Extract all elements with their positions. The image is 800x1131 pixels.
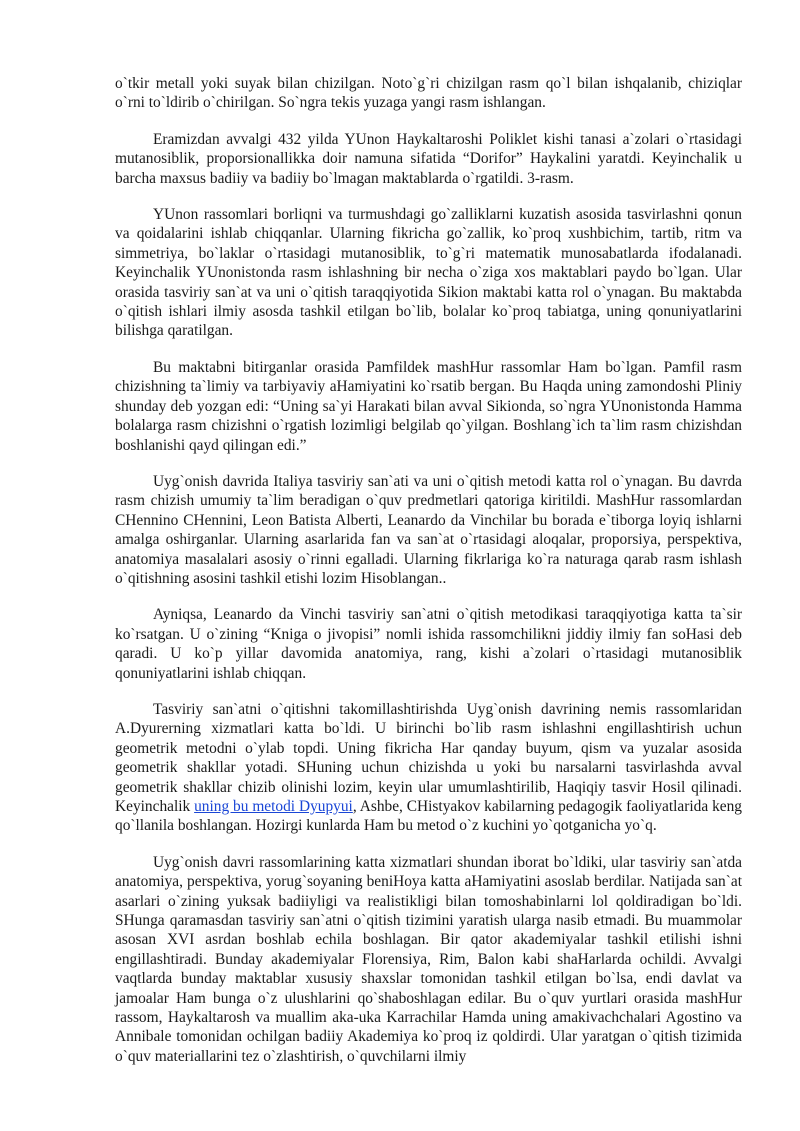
paragraph-greek-artists: YUnon rassomlari borliqni va turmushdagi go`zalliklarni kuzatish asosida tasvirlashni qonun va qoidalarini ishlab chiqqanlar. Ularning fikricha go`zallik, ko`proq xushbichim, tartib, ritm va simmetriya, bo`laklar o`rtasidagi mutanosiblik, to`g`ri matematik munosabatlarda ifodalanadi. Keyinchalik YUnonistonda rasm ishlashning bir necha o`ziga xos maktablari paydo bo`lgan. Ular orasida tasviriy san`at va uni o`qitish taraqqiyotida Sikion maktabi katta rol o`ynagan. Bu maktabda o`qitish ishlari ilmiy asosda tashkil etilgan bo`lib, bolalar ko`proq tabiatga, uning qonuniyatlarini bilishga qaratilgan. [115, 206, 742, 340]
paragraph-pamfil: Bu maktabni bitirganlar orasida Pamfildek mashHur rassomlar Ham bo`lgan. Pamfil rasm chizishning ta`limiy va tarbiyaviy aHamiyatini ko`rsatib bergan. Bu Haqda uning zamondoshi Pliniy shunday deb yozgan edi: “Uning sa`yi Harakati bilan avval Sikionda, so`ngra YUnonistonda Hamma bolalarga rasm chizishni o`rgatish lozimligi belgilab qo`yilgan. Boshlang`ich ta`lim rasm chizishdan boshlanishi qayd qilingan edi.” [115, 358, 742, 454]
paragraph-poliklet: Eramizdan avvalgi 432 yilda YUnon Haykaltaroshi Poliklet kishi tanasi a`zolari o`rtasidagi mutanosiblik, proporsionallikka doir namuna sifatida “Dorifor” Haykalini yaratdi. Keyinchalik u barcha maxsus badiiy va badiiy bo`lmagan maktablarda o`rgatildi. 3-rasm. [115, 130, 742, 187]
paragraph-leonardo: Ayniqsa, Leanardo da Vinchi tasviriy san`atni o`qitish metodikasi taraqqiyotiga katta ta`sir ko`rsatgan. U o`zining “Kniga o jivopisi” nomli ishida rassomchilikni jiddiy ilmiy fan soHasi deb qaradi. U ko`p yillar davomida anatomiya, rang, kishi a`zolari o`rtasidagi mutanosiblik qonuniyatlarini ishlab chiqqan. [115, 606, 742, 682]
dyupyui-method-link[interactable]: uning bu metodi Dyupyui [194, 798, 353, 815]
paragraph-renaissance-italy: Uyg`onish davrida Italiya tasviriy san`ati va uni o`qitish metodi katta rol o`ynagan. Bu davrda rasm chizish umumiy ta`lim beradigan o`quv predmetlari qatoriga kiritildi. MashHur rassomlardan CHennino CHennini, Leon Batista Alberti, Leanardo da Vinchilar bu borada e`tiborga loyiq ishlarni amalga oshirganlar. Ularning asarlarida fan va san`at o`rtasidagi aloqalar, proporsiya, perspektiva, anatomiya masalalari asosiy o`rinni egalladi. Ularning fikrlariga ko`ra naturaga qarab rasm ishlash o`qitishning asosini tashkil etishi lozim Hisoblangan.. [115, 472, 742, 587]
document-page [115, 74, 742, 1083]
paragraph-durer-text-after: , Ashbe, CHistyakov kabilarning pedagogik faoliyatlarida keng qo`llanila boshlangan. Hozirgi kunlarda Ham bu metod o`z kuchini yo`qotganicha yo`q. [115, 798, 742, 835]
paragraph-academies: Uyg`onish davri rassomlarining katta xizmatlari shundan iborat bo`ldiki, ular tasviriy san`atda anatomiya, perspektiva, yorug`soyaning beniHoya katta aHamiyatini asoslab berdilar. Natijada san`at asarlari o`zining yuksak badiiyligi va realistikligi bilan tomoshabinlarni lol qoldiradigan bo`ldi. SHunga qaramasdan tasviriy san`atni o`qitish tizimini yaratish ularga nasib etmadi. Bu muammolar asosan XVI asrdan boshlab echila boshlagan. Bir qator akademiyalar tashkil etilishi ishni engillashtiradi. Bunday akademiyalar Florensiya, Rim, Balon kabi shaHarlarda ochildi. Avvalgi vaqtlarda bunday maktablar xususiy shaxslar tomonidan tashkil etilgan bo`lsa, endi davlat va jamoalar Ham bunga o`z ulushlarini qo`shaboshlagan edilar. Bu o`quv yurtlari orasida mashHur rassom, Haykaltarosh va muallim aka-uka Karrachilar Hamda uning amakivachchalari Agostino va Annibale tomonidan ochilgan badiiy Akademiya ko`proq iz qoldirdi. Ular yaratgan o`qitish tizimida o`quv materiallarini tez o`zlashtirish, o`quvchilarni ilmiy [115, 853, 742, 1065]
paragraph-continuation: o`tkir metall yoki suyak bilan chizilgan. Noto`g`ri chizilgan rasm qo`l bilan ishqalanib, chiziqlar o`rni to`ldirib o`chirilgan. So`ngra tekis yuzaga yangi rasm ishlangan. [115, 75, 742, 112]
paragraph-durer-text-before: Tasviriy san`atni o`qitishni takomillashtirishda Uyg`onish davrining nemis rassomlaridan A.Dyurerning xizmatlari katta bo`ldi. U birinchi bo`lib rasm ishlashni engillashtirish uchun geometrik metodni o`ylab topdi. Uning fikricha Har qanday buyum, qism va yuzalar asosida geometrik shakllar yotadi. SHuning uchun chizishda u yoki bu narsalarni tasvirlashda avval geometrik shakllar chizib olinishi lozim, keyin ular umumlashtirilib, Haqiqiy tasvir Hosil qilinadi. Keyinchalik [115, 700, 742, 815]
paragraph-durer [115, 700, 742, 836]
